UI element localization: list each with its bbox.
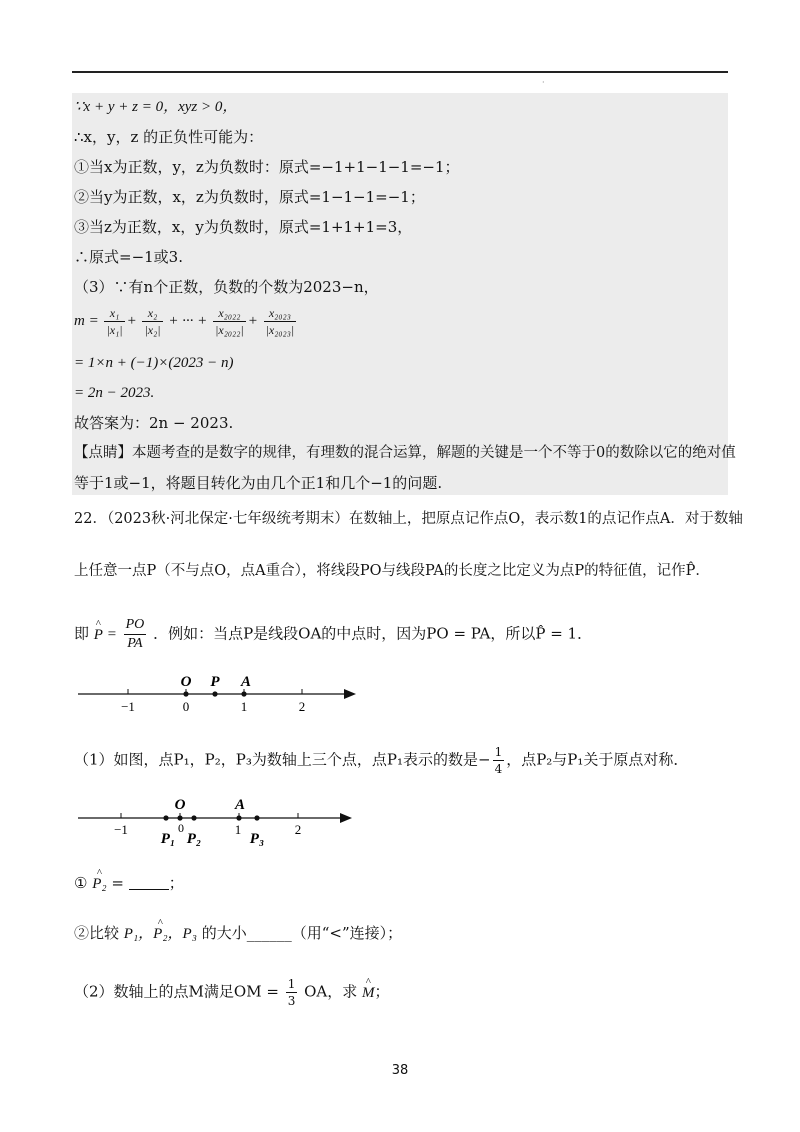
definition-example: ．例如：当点P是线段OA的中点时，因为PO = PA，所以P̂ = 1． bbox=[153, 624, 593, 643]
header-dot: · bbox=[542, 78, 545, 87]
question-2-fraction-den: 3 bbox=[287, 994, 296, 1008]
definition-fraction-num: PO bbox=[124, 616, 147, 635]
solution-line-8: m = $\frac{\text{x₁}}{\text{|x₁|}}$ + $\frac{\text{x₂}}{\text{|x₂|}}$ + ··· + $\frac{\text{x₂₀₂₂}}{\text{|x₂₀₂₂|}}$ + $\frac{\text{x₂₀₂₃}}{\text{|x₂₀₂₃|}}$ bbox=[74, 306, 295, 337]
fraction-2-num: x₂ bbox=[142, 305, 162, 322]
note-line-1: 【点睛】本题考查的是数字的规律，有理数的混合运算，解题的关键是一个不等于0的数除以它的绝对值 bbox=[74, 445, 736, 461]
number-line-2-point-p1 bbox=[163, 815, 168, 820]
number-line-1-label-p: P bbox=[210, 674, 220, 690]
number-line-2-point-p3 bbox=[254, 815, 259, 820]
question-1: （1）如图，点P₁，P₂，P₃为数轴上三个点，点P₁表示的数是− $\frac{1}{4}$ ，点P₂与P₁关于原点对称． bbox=[74, 745, 689, 776]
number-line-2-tick-label-2: 2 bbox=[294, 822, 302, 837]
number-line-2-label-p3: P₃ bbox=[249, 831, 265, 847]
m-hat: ^ M bbox=[362, 982, 375, 1004]
fraction-4 bbox=[264, 305, 297, 338]
fraction-1-den: |x₁| bbox=[106, 323, 123, 337]
p-hat: ^ P bbox=[94, 624, 103, 646]
number-line-2-arrow bbox=[340, 813, 352, 823]
definition-fraction bbox=[124, 616, 147, 653]
definition-fraction-den: PA bbox=[127, 636, 143, 651]
problem-22-line-1: 22．（2023秋·河北保定·七年级统考期末）在数轴上，把原点记作点O，表示数1的点记作点A．对于数轴 bbox=[74, 511, 743, 527]
question-1-text-b: ，点P₂与P₁关于原点对称． bbox=[506, 750, 689, 769]
question-1-text-a: （1）如图，点P₁，P₂，P₃为数轴上三个点，点P₁表示的数是 bbox=[74, 750, 478, 769]
number-line-1-point-o bbox=[183, 691, 188, 696]
ellipsis-plus: + ··· + bbox=[168, 312, 208, 329]
question-1-2 bbox=[74, 922, 402, 945]
p2-hat: ^ P₂ bbox=[92, 873, 106, 895]
number-line-2-tick-label-0: 0 bbox=[178, 821, 184, 835]
problem-22-line-2: 上任意一点P（不与点O，点A重合），将线段PO与线段PA的长度之比定义为点P的特征值，记作P̂． bbox=[74, 563, 710, 579]
fraction-1-num: x₁ bbox=[104, 305, 124, 322]
solution-line-1: ∵x + y + z = 0，xyz > 0， bbox=[74, 99, 238, 115]
number-line-2-tick-label-neg1: −1 bbox=[114, 822, 128, 837]
question-2-fraction-num: 1 bbox=[287, 977, 296, 991]
solution-line-7: （3）∵有n个正数，负数的个数为2023−n， bbox=[74, 278, 379, 296]
number-line-1-tick-label-1: 1 bbox=[240, 699, 248, 714]
number-line-2-point-a bbox=[236, 815, 241, 820]
number-line-1-tick-label-0: 0 bbox=[182, 699, 190, 714]
question-1-1 bbox=[74, 872, 184, 895]
solution-line-10: = 2n − 2023. bbox=[74, 385, 155, 401]
note-line-2: 等于1或−1，将题目转化为由几个正1和几个−1的问题. bbox=[74, 474, 443, 492]
number-line-2-tick-label-1: 1 bbox=[234, 822, 242, 837]
number-line-2-point-p2 bbox=[191, 815, 196, 820]
question-1-fraction bbox=[493, 744, 505, 777]
fraction-3 bbox=[213, 305, 246, 338]
answer-blank[interactable] bbox=[129, 875, 169, 890]
number-line-2-label-p1: P₁ bbox=[160, 831, 176, 847]
definition-prefix: 即 bbox=[74, 624, 90, 643]
number-line-2-label-a: A bbox=[234, 797, 246, 813]
number-line-1-arrow bbox=[344, 689, 356, 699]
problem-22-line-3: 即 ^ P = $\frac{PO}{PA}$ ．例如：当点P是线段OA的中点时，因为PO = PA，所以P̂ = 1． bbox=[74, 616, 592, 653]
question-2-prefix: （2）数轴上的点M满足OM = bbox=[74, 982, 279, 1001]
m-equals: m = bbox=[74, 312, 99, 329]
question-1-2-prefix: ②比较 bbox=[74, 924, 120, 942]
solution-line-6: ∴原式=−1或3. bbox=[74, 248, 183, 266]
fraction-4-den: |x₂₀₂₃| bbox=[265, 323, 295, 337]
question-2-mid: OA，求 bbox=[304, 982, 358, 1001]
solution-line-3: ①当x为正数，y，z为负数时：原式=−1+1−1−1=−1； bbox=[74, 158, 460, 176]
question-1-2-suffix: 的大小______（用“<”连接）； bbox=[201, 924, 403, 942]
question-1-1-equals: = bbox=[111, 874, 124, 892]
number-line-1-point-a bbox=[241, 691, 246, 696]
number-line-2-label-p2: P₂ bbox=[186, 831, 202, 847]
solution-line-11: 故答案为：2n − 2023. bbox=[74, 414, 234, 432]
question-2-fraction bbox=[286, 976, 298, 1009]
question-1-1-marker: ① bbox=[74, 874, 88, 892]
solution-line-4: ②当y为正数，x，z为负数时，原式=1−1−1=−1； bbox=[74, 188, 425, 206]
fraction-3-den: |x₂₀₂₂| bbox=[215, 323, 244, 337]
number-line-2-label-o: O bbox=[174, 797, 186, 813]
number-line-1-tick-label-neg1: −1 bbox=[121, 699, 135, 714]
question-2 bbox=[74, 976, 390, 1009]
question-1-fraction-num: 1 bbox=[494, 745, 503, 759]
header-rule bbox=[72, 71, 728, 73]
number-line-2-point-o bbox=[177, 815, 182, 820]
fraction-4-num: x₂₀₂₃ bbox=[264, 305, 297, 322]
solution-line-9: = 1×n + (−1)×(2023 − n) bbox=[74, 355, 234, 371]
number-line-1-label-a: A bbox=[240, 674, 252, 690]
question-2-end: ； bbox=[374, 982, 390, 1001]
fraction-1 bbox=[104, 305, 124, 338]
fraction-2 bbox=[142, 305, 162, 338]
number-line-1-point-p bbox=[212, 691, 217, 696]
solution-line-5: ③当z为正数，x，y为负数时，原式=1+1+1=3， bbox=[74, 218, 413, 236]
question-1-fraction-den: 4 bbox=[494, 762, 503, 776]
hats-p1-p2-p3: ^ P₁，P₂，P₃ bbox=[124, 923, 197, 945]
fraction-3-num: x₂₀₂₂ bbox=[213, 305, 246, 322]
number-line-1-label-o: O bbox=[180, 674, 192, 690]
question-1-1-end: ； bbox=[168, 874, 184, 892]
fraction-2-den: |x₂| bbox=[144, 323, 161, 337]
page-number: 38 bbox=[391, 1063, 409, 1078]
number-line-1-tick-label-2: 2 bbox=[298, 699, 306, 714]
solution-line-2: ∴x，y，z 的正负性可能为： bbox=[74, 128, 264, 146]
